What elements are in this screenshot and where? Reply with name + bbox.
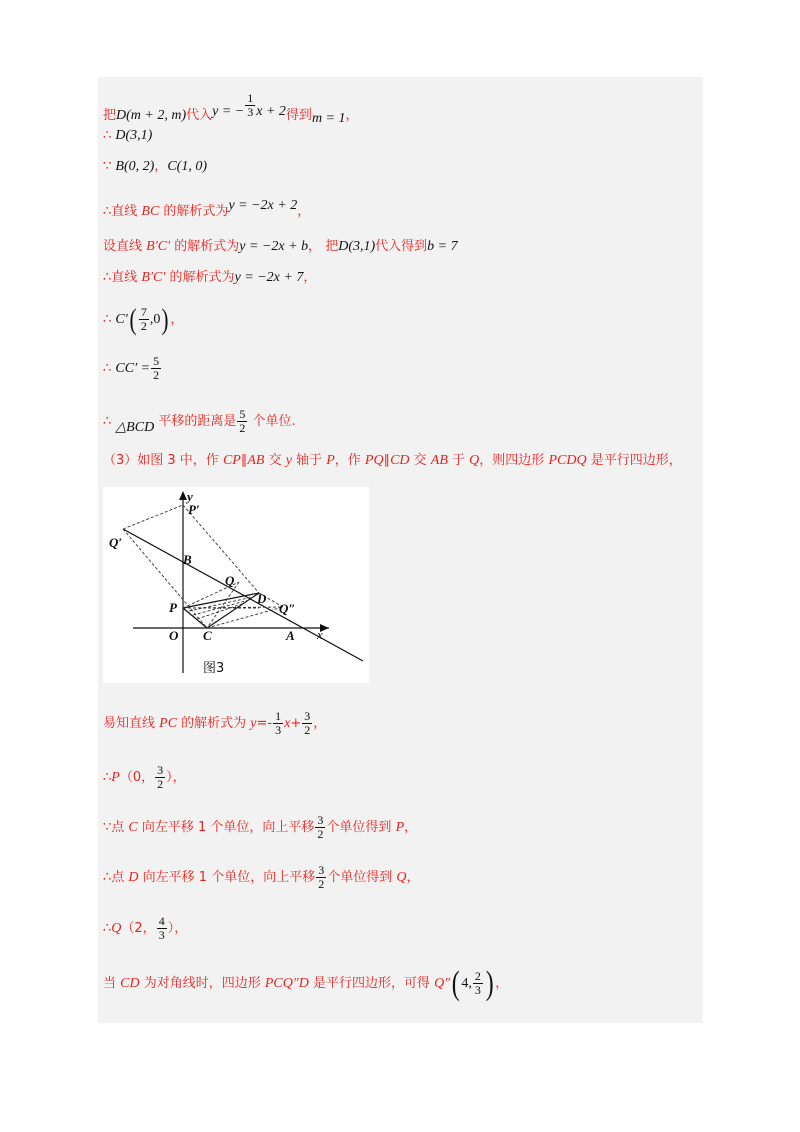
figure-caption: 图3 bbox=[203, 661, 225, 676]
line-d-point: ∴ D(3,1) bbox=[103, 128, 153, 143]
label-d: D bbox=[257, 591, 267, 606]
label-q-prime: Q′ bbox=[109, 535, 123, 550]
line-c-prime-point: ∴ C′( $\frac{7}{2}$ ,0) ， bbox=[103, 302, 184, 336]
label-q: Q bbox=[225, 573, 235, 588]
label-y: y bbox=[187, 489, 193, 504]
line-set-bc-prime: 设直线 B′C′ 的解析式为y = −2x + b， 把D(3,1)代入得到b = 7 bbox=[103, 239, 458, 254]
line-bc-equation: ∴直线 BC 的解析式为y = −2x + 2， bbox=[103, 198, 311, 219]
line-d-translation: ∴点 D 向左平移 1 个单位，向上平移 $\frac{3}{2}$ 个单位得到 Q， bbox=[103, 863, 420, 891]
figure-3 bbox=[103, 487, 369, 683]
line-c-translation: ∵点 C 向左平移 1 个单位，向上平移 $\frac{3}{2}$ 个单位得到 P， bbox=[103, 813, 418, 841]
line-substitute-d: 把D(m + 2, m)代入y = − $\frac{1}{3}$ x + 2得到m = 1， bbox=[103, 91, 359, 126]
label-c: C bbox=[203, 628, 212, 643]
label-x: x bbox=[317, 627, 323, 642]
figure-3-diagram bbox=[103, 487, 369, 683]
y-axis-arrow bbox=[179, 491, 187, 500]
line-bc-prime-equation: ∴直线 B′C′ 的解析式为y = −2x + 7， bbox=[103, 270, 317, 285]
dashed-construction bbox=[123, 505, 283, 628]
line-cd-diagonal: 当 CD 为对角线时，四边形 PCQ″D 是平行四边形，可得 Q″( 4, $\frac{2}{3}$ ) ， bbox=[103, 964, 509, 1002]
line-q-point: ∴Q（2， $\frac{4}{3}$ ）， bbox=[103, 914, 188, 942]
label-p: P bbox=[169, 600, 177, 615]
line-ab bbox=[123, 529, 363, 661]
line-pc-equation: 易知直线 PC 的解析式为 y=- $\frac{1}{3}$ x+ $\frac{3}{2}$ ， bbox=[103, 709, 327, 737]
segment-pc bbox=[183, 608, 207, 628]
line-b-c-points: ∵ B(0, 2)，C(1, 0) bbox=[103, 159, 207, 174]
label-q-double-prime: Q″ bbox=[279, 601, 296, 616]
line-part-3-intro: （3）如图 3 中，作 CP∥AB 交 y 轴于 P，作 PQ∥CD 交 AB 于 Q，则四边形 PCDQ 是平行四边形， bbox=[103, 453, 682, 468]
label-b: B bbox=[183, 552, 192, 567]
line-p-point: ∴P（0， $\frac{3}{2}$ ）， bbox=[103, 763, 186, 791]
label-a: A bbox=[286, 628, 295, 643]
label-o: O bbox=[169, 628, 179, 643]
line-cc-prime-distance: ∴ CC′ = $\frac{5}{2}$ bbox=[103, 354, 160, 382]
label-p-prime: P′ bbox=[188, 502, 200, 517]
line-translation-distance: ∴ △BCD 平移的距离是 $\frac{5}{2}$ 个单位. bbox=[103, 407, 296, 435]
